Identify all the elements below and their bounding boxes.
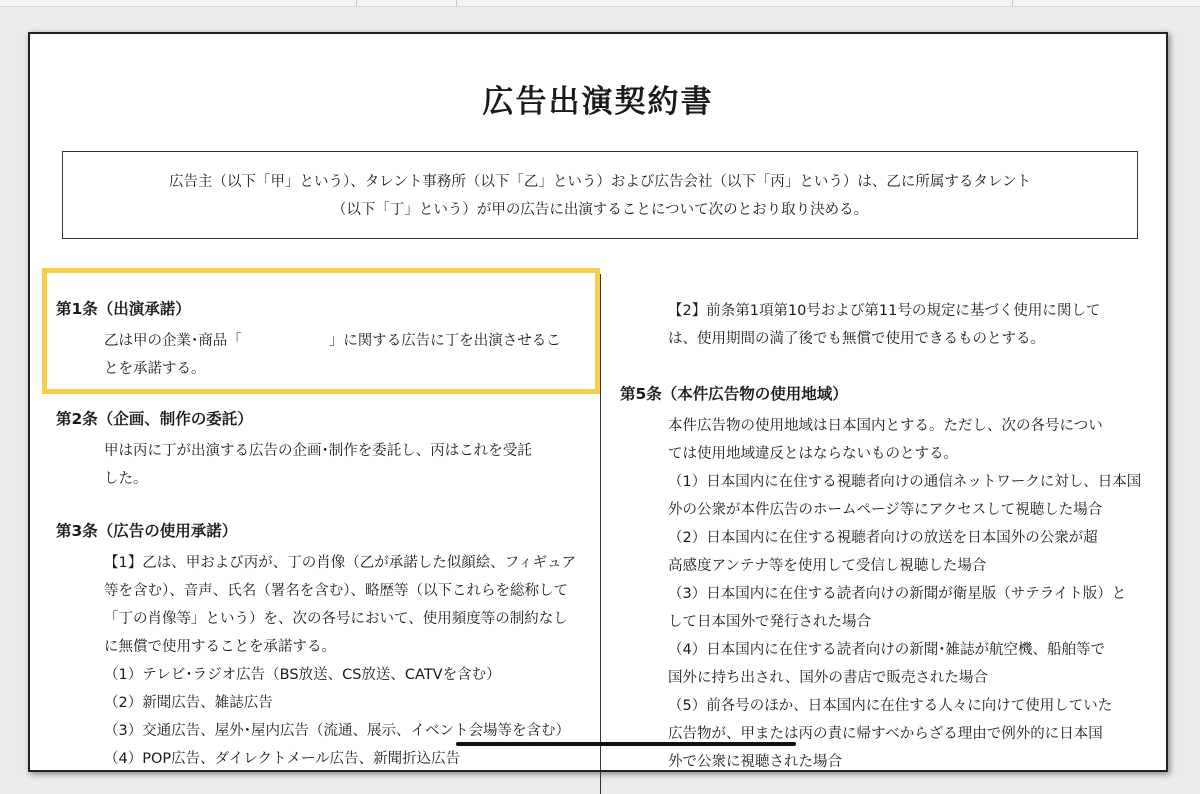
article-5-line: ては使用地域違反とはならないものとする。 bbox=[668, 446, 958, 462]
document-title: 広告出演契約書 bbox=[482, 84, 714, 120]
article-3-line: 等を含む）、音声、氏名（署名を含む）、略歴等（以下これらを総称して bbox=[104, 583, 568, 599]
preamble-line: 広告主（以下「甲」という）、タレント事務所（以下「乙」という）および広告会社（以下「丙」という）は、乙に所属するタレント bbox=[168, 174, 1032, 190]
article-2 bbox=[56, 408, 581, 493]
article-2-line: 甲は丙に丁が出演する広告の企画･制作を委託し、丙はこれを受託 bbox=[104, 443, 532, 459]
column-divider bbox=[600, 274, 601, 794]
article-3-title: 第3条（広告の使用承諾） bbox=[56, 522, 238, 540]
article-4-continued bbox=[620, 297, 1145, 353]
article-5-item: （3）日本国内に在住する読者向けの新聞が衛星版（サテライト版）と bbox=[668, 586, 1127, 602]
article-1-title: 第1条（出演承諾） bbox=[56, 300, 191, 318]
document-page bbox=[28, 32, 1168, 772]
article-5-item: 外で公衆に視聴された場合 bbox=[668, 754, 842, 770]
article-3-item: （1）テレビ･ラジオ広告（BS放送、CS放送、CATVを含む） bbox=[104, 667, 501, 683]
viewer-toolbar-strip bbox=[0, 0, 1200, 7]
article-5-line: 本件広告物の使用地域は日本国内とする。ただし、次の各号につい bbox=[668, 418, 1103, 434]
article-5-item: （5）前各号のほか、日本国内に在住する人々に向けて使用していた bbox=[668, 698, 1113, 714]
article-3-line: に無償で使用することを承諾する。 bbox=[104, 639, 336, 655]
article-5-item: 外の公衆が本件広告のホームページ等にアクセスして視聴した場合 bbox=[668, 502, 1103, 518]
preamble-line: （以下「丁」という）が甲の広告に出演することについて次のとおり取り決める。 bbox=[331, 202, 869, 218]
article-1 bbox=[56, 298, 581, 383]
article-2-line: した。 bbox=[104, 471, 148, 487]
article-1-line: とを承諾する。 bbox=[104, 361, 206, 377]
article-5-item: （4）日本国内に在住する読者向けの新聞･雑誌が航空機、船舶等で bbox=[668, 642, 1105, 658]
article-2-title: 第2条（企画、制作の委託） bbox=[56, 410, 253, 428]
article-3-item: （3）交通広告、屋外･屋内広告（流通、展示、イベント会場等を含む） bbox=[104, 723, 570, 739]
home-indicator-bar[interactable] bbox=[456, 742, 796, 746]
article-4-line: 【2】前条第1項第10号および第11号の規定に基づく使用に関して bbox=[668, 303, 1101, 319]
article-5-item: （1）日本国内に在住する視聴者向けの通信ネットワークに対し、日本国 bbox=[668, 474, 1142, 490]
article-5 bbox=[620, 383, 1145, 776]
article-5-item: 国外に持ち出され、国外の書店で販売された場合 bbox=[668, 670, 988, 686]
article-5-title: 第5条（本件広告物の使用地域） bbox=[620, 385, 848, 403]
article-3-line: 【1】乙は、甲および丙が、丁の肖像（乙が承諾した似顔絵、フィギュア bbox=[104, 555, 577, 571]
article-5-item: して日本国外で発行された場合 bbox=[668, 614, 871, 630]
article-3-item: （2）新聞広告、雑誌広告 bbox=[104, 695, 273, 711]
preamble-box bbox=[62, 151, 1138, 239]
article-4-line: は、使用期間の満了後でも無償で使用できるものとする。 bbox=[668, 331, 1045, 347]
article-5-item: 高感度アンテナ等を使用して受信し視聴した場合 bbox=[668, 558, 987, 574]
article-3-item: （4）POP広告、ダイレクトメール広告、新聞折込広告 bbox=[104, 751, 461, 767]
article-5-item: （2）日本国内に在住する視聴者向けの放送を日本国外の公衆が超 bbox=[668, 530, 1098, 546]
article-5-item: 広告物が、甲または丙の責に帰すべからざる理由で例外的に日本国 bbox=[668, 726, 1103, 742]
article-3-line: 「丁の肖像等」という）を、次の各号において、使用頻度等の制約なし bbox=[104, 611, 568, 627]
article-3 bbox=[56, 520, 581, 773]
article-1-line: 乙は甲の企業･商品「 」に関する広告に丁を出演させるこ bbox=[104, 333, 561, 349]
